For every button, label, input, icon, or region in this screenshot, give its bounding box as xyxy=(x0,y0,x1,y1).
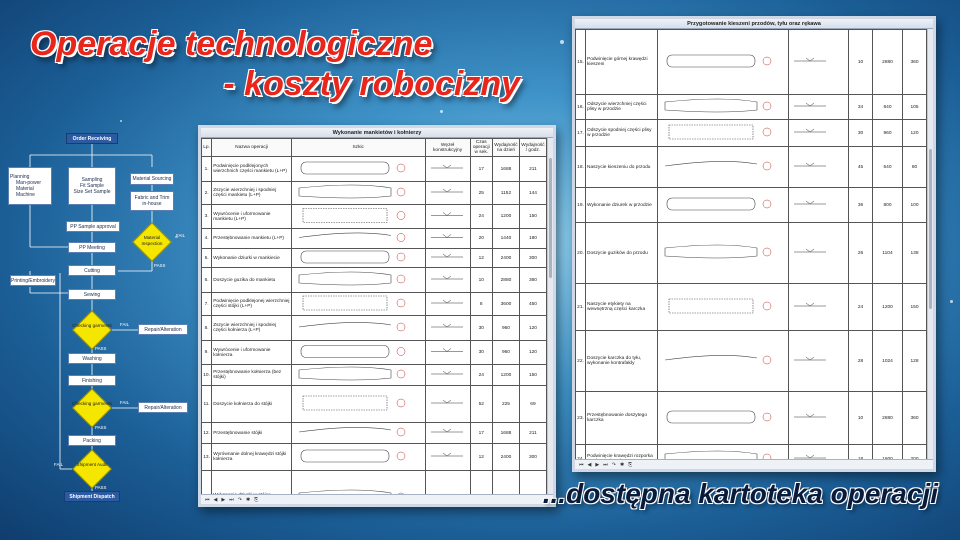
row-operation-name: Przestębnowanie doszytego karczka xyxy=(586,392,658,445)
row-lp: 11. xyxy=(202,386,212,423)
row-operation-name: Doszycie karczka do tyłu, wykonanie kontrafałdy xyxy=(586,331,658,392)
row-per-day: 2400 xyxy=(492,444,519,471)
row-per-hour: 450 xyxy=(519,293,546,316)
row-lp: 21. xyxy=(576,284,586,331)
row-per-hour: 144 xyxy=(519,182,546,205)
row-time-sec: 24 xyxy=(470,365,492,386)
row-per-day: 1200 xyxy=(492,365,519,386)
row-per-hour: 100 xyxy=(903,188,927,223)
row-construction-node xyxy=(789,445,849,460)
row-sketch xyxy=(291,386,425,423)
row-sketch xyxy=(291,341,425,365)
operations-window-pockets xyxy=(572,16,936,472)
table-row[interactable] xyxy=(576,30,927,95)
row-construction-node xyxy=(789,188,849,223)
row-per-hour: 150 xyxy=(903,284,927,331)
table-row[interactable] xyxy=(576,223,927,284)
row-per-hour: 150 xyxy=(519,365,546,386)
flow-material-inspection-label: Material Inspection xyxy=(141,235,163,246)
row-lp: 17. xyxy=(576,120,586,147)
row-sketch xyxy=(658,331,789,392)
row-operation-name: Wywrócenie i uformowanie kołnierza xyxy=(212,341,292,365)
table-row[interactable] xyxy=(202,423,547,444)
row-lp: 18. xyxy=(576,147,586,188)
row-construction-node xyxy=(789,120,849,147)
row-construction-node xyxy=(789,30,849,95)
nav-first-icon[interactable]: ⏮ xyxy=(579,461,584,468)
flow-planning-item: Machine xyxy=(16,192,35,198)
row-operation-name: Przestębnowanie mankietu (L+P) xyxy=(212,229,292,249)
headline-line-2: - koszty robocizny xyxy=(223,65,520,103)
vertical-scrollbar[interactable] xyxy=(547,138,553,494)
table-row[interactable] xyxy=(202,471,547,495)
row-per-hour: 120 xyxy=(903,120,927,147)
nav-refresh-icon[interactable]: ↷ xyxy=(237,496,242,503)
row-lp: 8. xyxy=(202,316,212,341)
row-lp: 9. xyxy=(202,341,212,365)
row-per-day: 1200 xyxy=(873,284,903,331)
row-construction-node xyxy=(789,284,849,331)
operations-window-cuffs-collars xyxy=(198,125,556,507)
row-sketch xyxy=(658,392,789,445)
flow-shipment-dispatch: Shipment Dispatch xyxy=(64,491,120,502)
row-sketch xyxy=(291,182,425,205)
row-per-hour: 200 xyxy=(903,445,927,460)
row-per-hour: 120 xyxy=(519,316,546,341)
headline xyxy=(30,24,530,104)
row-time-sec: 25 xyxy=(470,182,492,205)
row-time-sec: 10 xyxy=(849,30,873,95)
flow-sampling xyxy=(68,167,116,205)
row-per-day xyxy=(492,471,519,495)
flow-pp-sample-approval: PP Sample approval xyxy=(66,221,120,232)
row-per-hour: 300 xyxy=(519,249,546,268)
table-row[interactable] xyxy=(202,316,547,341)
row-operation-name xyxy=(212,471,292,495)
row-operation-name: Podwinięcie krawędzi rozporka xyxy=(586,445,658,460)
col-header-node: Węzeł konstrukcyjny xyxy=(425,139,470,157)
row-lp: 20. xyxy=(576,223,586,284)
col-header-time: Czas operacji w sek. xyxy=(470,139,492,157)
row-lp: 2. xyxy=(202,182,212,205)
row-construction-node xyxy=(425,316,470,341)
row-sketch xyxy=(291,423,425,444)
row-lp: 5. xyxy=(202,249,212,268)
row-per-day: 960 xyxy=(492,316,519,341)
table-row[interactable] xyxy=(202,229,547,249)
row-construction-node xyxy=(425,444,470,471)
row-time-sec: 30 xyxy=(849,120,873,147)
flow-sampling-item: Size Set Sample xyxy=(73,189,111,195)
nav-next-icon[interactable]: ▶ xyxy=(221,496,226,503)
nav-export-icon[interactable]: ⎘ xyxy=(628,461,633,468)
row-time-sec: 10 xyxy=(849,392,873,445)
flow-planning-title: Planning xyxy=(10,174,30,180)
row-time-sec: 28 xyxy=(849,331,873,392)
table-row[interactable] xyxy=(576,392,927,445)
table-row[interactable] xyxy=(576,120,927,147)
col-header-per-day: Wydajność na dzień xyxy=(492,139,519,157)
flow-printing-embroidery: Printing/Embroidery xyxy=(10,275,56,286)
row-per-hour: 360 xyxy=(903,30,927,95)
table-row[interactable] xyxy=(576,331,927,392)
row-construction-node xyxy=(425,365,470,386)
table-row[interactable] xyxy=(202,365,547,386)
row-sketch xyxy=(291,444,425,471)
nav-prev-icon[interactable]: ◀ xyxy=(587,461,592,468)
row-construction-node xyxy=(425,229,470,249)
row-per-day: 1688 xyxy=(492,157,519,182)
row-per-hour: 211 xyxy=(519,157,546,182)
row-operation-name: Podwinięcie podklejonych wierzchnich części mankietu (L+P) xyxy=(212,157,292,182)
row-time-sec: 18 xyxy=(849,445,873,460)
row-time-sec: 52 xyxy=(470,386,492,423)
row-lp: 19. xyxy=(576,188,586,223)
row-per-day: 840 xyxy=(873,95,903,120)
production-flowchart xyxy=(0,125,195,515)
col-header-name: Nazwa operacji xyxy=(212,139,292,157)
nav-next-icon[interactable]: ▶ xyxy=(595,461,600,468)
row-lp: 22. xyxy=(576,331,586,392)
row-sketch xyxy=(658,445,789,460)
table-row[interactable] xyxy=(576,188,927,223)
flow-planning-item: Material xyxy=(16,186,34,192)
row-sketch xyxy=(658,188,789,223)
row-construction-node xyxy=(425,341,470,365)
row-operation-name: Wywrócenie i uformowanie mankietu (L+P) xyxy=(212,205,292,229)
nav-prev-icon[interactable]: ◀ xyxy=(213,496,218,503)
nav-export-icon[interactable]: ⎘ xyxy=(254,496,259,503)
row-sketch xyxy=(658,120,789,147)
row-sketch xyxy=(291,293,425,316)
flow-pp-meeting: PP Meeting xyxy=(68,242,116,253)
nav-last-icon[interactable]: ⏭ xyxy=(229,496,234,503)
table-row[interactable] xyxy=(202,386,547,423)
row-per-hour: 360 xyxy=(519,268,546,293)
row-lp: 3. xyxy=(202,205,212,229)
row-lp: 7. xyxy=(202,293,212,316)
row-time-sec: 17 xyxy=(470,157,492,182)
row-time-sec: 36 xyxy=(849,188,873,223)
row-construction-node xyxy=(789,147,849,188)
col-header-per-hour: Wydajność / godz. xyxy=(519,139,546,157)
flow-repair-2: Repair/Alteration xyxy=(138,402,188,413)
row-sketch xyxy=(658,223,789,284)
row-operation-name: Zszycie wierzchniej i spodniej części mankietu (L+P) xyxy=(212,182,292,205)
row-operation-name: Podwinięcie górnej krawędzi kieszeni xyxy=(586,30,658,95)
row-per-day: 640 xyxy=(873,147,903,188)
row-per-day: 1152 xyxy=(492,182,519,205)
row-per-day: 960 xyxy=(492,341,519,365)
row-sketch xyxy=(291,157,425,182)
col-header-lp: Lp. xyxy=(202,139,212,157)
row-operation-name: Odszycie wierzchniej części plisy w przodzie xyxy=(586,95,658,120)
flow-cutting: Cutting xyxy=(68,265,116,276)
row-operation-name: Doszycie kołnierza do stójki xyxy=(212,386,292,423)
window-title: Przygotowanie kieszeni przodów, tyłu oraz rękawa xyxy=(575,19,933,29)
operations-table xyxy=(201,138,547,494)
row-operation-name: Przestębnowanie stójki xyxy=(212,423,292,444)
row-per-hour: 69 xyxy=(519,386,546,423)
row-lp: 13. xyxy=(202,444,212,471)
row-per-hour: 150 xyxy=(519,205,546,229)
row-construction-node xyxy=(425,471,470,495)
flow-finishing: Finishing xyxy=(68,375,116,386)
row-per-hour: 105 xyxy=(903,95,927,120)
row-operation-name: Naszycie kieszeniu do przodu xyxy=(586,147,658,188)
row-per-day: 225 xyxy=(492,386,519,423)
row-lp: 15. xyxy=(576,30,586,95)
row-lp: 1. xyxy=(202,157,212,182)
record-navigator xyxy=(201,494,553,504)
nav-settings-icon[interactable]: ✱ xyxy=(619,461,625,468)
row-sketch xyxy=(291,249,425,268)
row-construction-node xyxy=(425,249,470,268)
flow-checking-1 xyxy=(68,311,116,349)
table-row[interactable] xyxy=(202,157,547,182)
table-row[interactable] xyxy=(202,268,547,293)
table-row[interactable] xyxy=(202,341,547,365)
flow-pass-label: PASS xyxy=(95,425,107,430)
row-per-hour: 180 xyxy=(519,229,546,249)
row-per-hour: 138 xyxy=(903,223,927,284)
row-per-day: 1600 xyxy=(873,445,903,460)
operations-table xyxy=(575,29,927,459)
row-sketch xyxy=(658,30,789,95)
row-time-sec: 17 xyxy=(470,423,492,444)
table-row[interactable] xyxy=(202,249,547,268)
flow-pass-label: PASS xyxy=(95,485,107,490)
row-operation-name: Odszycie spodniej części plisy w przodzie xyxy=(586,120,658,147)
row-time-sec: 30 xyxy=(470,341,492,365)
nav-settings-icon[interactable]: ✱ xyxy=(245,496,251,503)
row-time-sec xyxy=(470,471,492,495)
window-title: Wykonanie mankietów i kołnierzy xyxy=(201,128,553,138)
row-construction-node xyxy=(425,205,470,229)
row-sketch xyxy=(658,147,789,188)
row-operation-name: Podwinięcie podklejonej wierzchniej części stójki (L+P) xyxy=(212,293,292,316)
row-operation-name: Wykonanie dziurek w przodzie xyxy=(586,188,658,223)
row-per-day: 1440 xyxy=(492,229,519,249)
row-lp: 12. xyxy=(202,423,212,444)
row-per-hour: 300 xyxy=(519,444,546,471)
row-operation-name: Doszycie guzika do mankietu xyxy=(212,268,292,293)
table-row[interactable] xyxy=(202,182,547,205)
row-per-hour: 120 xyxy=(519,341,546,365)
row-sketch xyxy=(658,284,789,331)
flow-fabric-trim: Fabric and Trim in-house xyxy=(130,191,174,211)
row-lp xyxy=(202,471,212,495)
flow-fail-label: FAIL xyxy=(176,233,186,238)
row-construction-node xyxy=(789,392,849,445)
flow-fail-label: FAIL xyxy=(120,322,130,327)
row-per-hour: 80 xyxy=(903,147,927,188)
table-row[interactable] xyxy=(202,293,547,316)
flow-washing: Washing xyxy=(68,353,116,364)
row-per-day: 960 xyxy=(873,120,903,147)
flow-shipment-audit-label: Shipment Audit xyxy=(76,462,108,467)
row-construction-node xyxy=(425,268,470,293)
row-operation-name: Wykonanie dziurki w mankiecie xyxy=(212,249,292,268)
row-lp: 10. xyxy=(202,365,212,386)
footer-caption: ...dostępna kartoteka operacji xyxy=(542,478,938,509)
flow-pass-label: PASS xyxy=(95,346,107,351)
flow-checking-2-label: Checking garments xyxy=(72,401,112,406)
row-operation-name: Wyrównanie dolnej krawędzi stójki kołnierza xyxy=(212,444,292,471)
row-construction-node xyxy=(425,157,470,182)
row-operation-name: Zszycie wierzchniej i spodniej części kołnierza (L+P) xyxy=(212,316,292,341)
row-time-sec: 24 xyxy=(470,205,492,229)
headline-line-1: Operacje technologiczne xyxy=(30,25,433,63)
row-sketch xyxy=(291,471,425,495)
row-construction-node xyxy=(425,182,470,205)
row-sketch xyxy=(291,229,425,249)
flow-pass-label: PASS xyxy=(154,263,166,268)
row-time-sec: 26 xyxy=(849,223,873,284)
flow-planning xyxy=(8,167,52,205)
row-construction-node xyxy=(425,423,470,444)
row-sketch xyxy=(291,268,425,293)
table-header-row xyxy=(202,139,547,157)
flow-material-inspection xyxy=(133,223,171,261)
row-per-day: 1688 xyxy=(492,423,519,444)
row-per-day: 2400 xyxy=(492,249,519,268)
row-lp: 24. xyxy=(576,445,586,460)
row-sketch xyxy=(291,365,425,386)
row-operation-name: Przestębnowanie kołnierza (bez stójki) xyxy=(212,365,292,386)
row-per-day: 2880 xyxy=(873,392,903,445)
flow-order-receiving: Order Receiving xyxy=(66,133,118,144)
row-time-sec: 12 xyxy=(470,249,492,268)
table-row[interactable] xyxy=(202,205,547,229)
flow-sampling-title: Sampling xyxy=(81,177,103,183)
flow-checking-2 xyxy=(68,389,116,427)
row-time-sec: 12 xyxy=(470,444,492,471)
row-construction-node xyxy=(425,386,470,423)
row-lp: 16. xyxy=(576,95,586,120)
row-per-day: 2880 xyxy=(492,268,519,293)
row-per-hour: 128 xyxy=(903,331,927,392)
row-lp: 6. xyxy=(202,268,212,293)
row-construction-node xyxy=(789,331,849,392)
row-per-day: 2880 xyxy=(873,30,903,95)
row-sketch xyxy=(291,316,425,341)
row-per-day: 3600 xyxy=(492,293,519,316)
flow-checking-1-label: Checking garments xyxy=(72,323,112,328)
table-row[interactable] xyxy=(576,284,927,331)
row-time-sec: 20 xyxy=(470,229,492,249)
record-navigator xyxy=(575,459,933,469)
row-time-sec: 8 xyxy=(470,293,492,316)
nav-first-icon[interactable]: ⏮ xyxy=(205,496,210,503)
row-time-sec: 30 xyxy=(470,316,492,341)
flow-repair-1: Repair/Alteration xyxy=(138,324,188,335)
vertical-scrollbar[interactable] xyxy=(927,29,933,459)
row-sketch xyxy=(658,95,789,120)
flow-sampling-item: Fit Sample xyxy=(80,183,104,189)
row-time-sec: 45 xyxy=(849,147,873,188)
row-construction-node xyxy=(789,223,849,284)
row-sketch xyxy=(291,205,425,229)
row-construction-node xyxy=(425,293,470,316)
flow-fail-label: FAIL xyxy=(120,400,130,405)
row-per-day: 800 xyxy=(873,188,903,223)
flow-material-sourcing: Material Sourcing xyxy=(130,173,174,185)
row-operation-name: Naszycie etykiety na wewnętrzną części karczka xyxy=(586,284,658,331)
flow-shipment-audit xyxy=(68,450,116,488)
flow-planning-item: Man-power xyxy=(16,180,42,186)
row-per-hour: 360 xyxy=(903,392,927,445)
row-construction-node xyxy=(789,95,849,120)
nav-last-icon[interactable]: ⏭ xyxy=(603,461,608,468)
row-operation-name: Doszycie guzików do przodu xyxy=(586,223,658,284)
row-per-hour: 211 xyxy=(519,423,546,444)
table-row[interactable] xyxy=(202,444,547,471)
row-time-sec: 24 xyxy=(849,284,873,331)
col-header-sketch: Szkic xyxy=(291,139,425,157)
table-row[interactable] xyxy=(576,95,927,120)
row-per-day: 1200 xyxy=(492,205,519,229)
flow-sewing: Sewing xyxy=(68,289,116,300)
row-per-day: 1024 xyxy=(873,331,903,392)
table-row[interactable] xyxy=(576,147,927,188)
flow-fail-label: FAIL xyxy=(54,462,64,467)
nav-refresh-icon[interactable]: ↷ xyxy=(611,461,616,468)
table-row[interactable] xyxy=(576,445,927,460)
row-time-sec: 34 xyxy=(849,95,873,120)
row-lp: 4. xyxy=(202,229,212,249)
flow-packing: Packing xyxy=(68,435,116,446)
row-per-day: 1104 xyxy=(873,223,903,284)
row-lp: 23. xyxy=(576,392,586,445)
row-time-sec: 10 xyxy=(470,268,492,293)
